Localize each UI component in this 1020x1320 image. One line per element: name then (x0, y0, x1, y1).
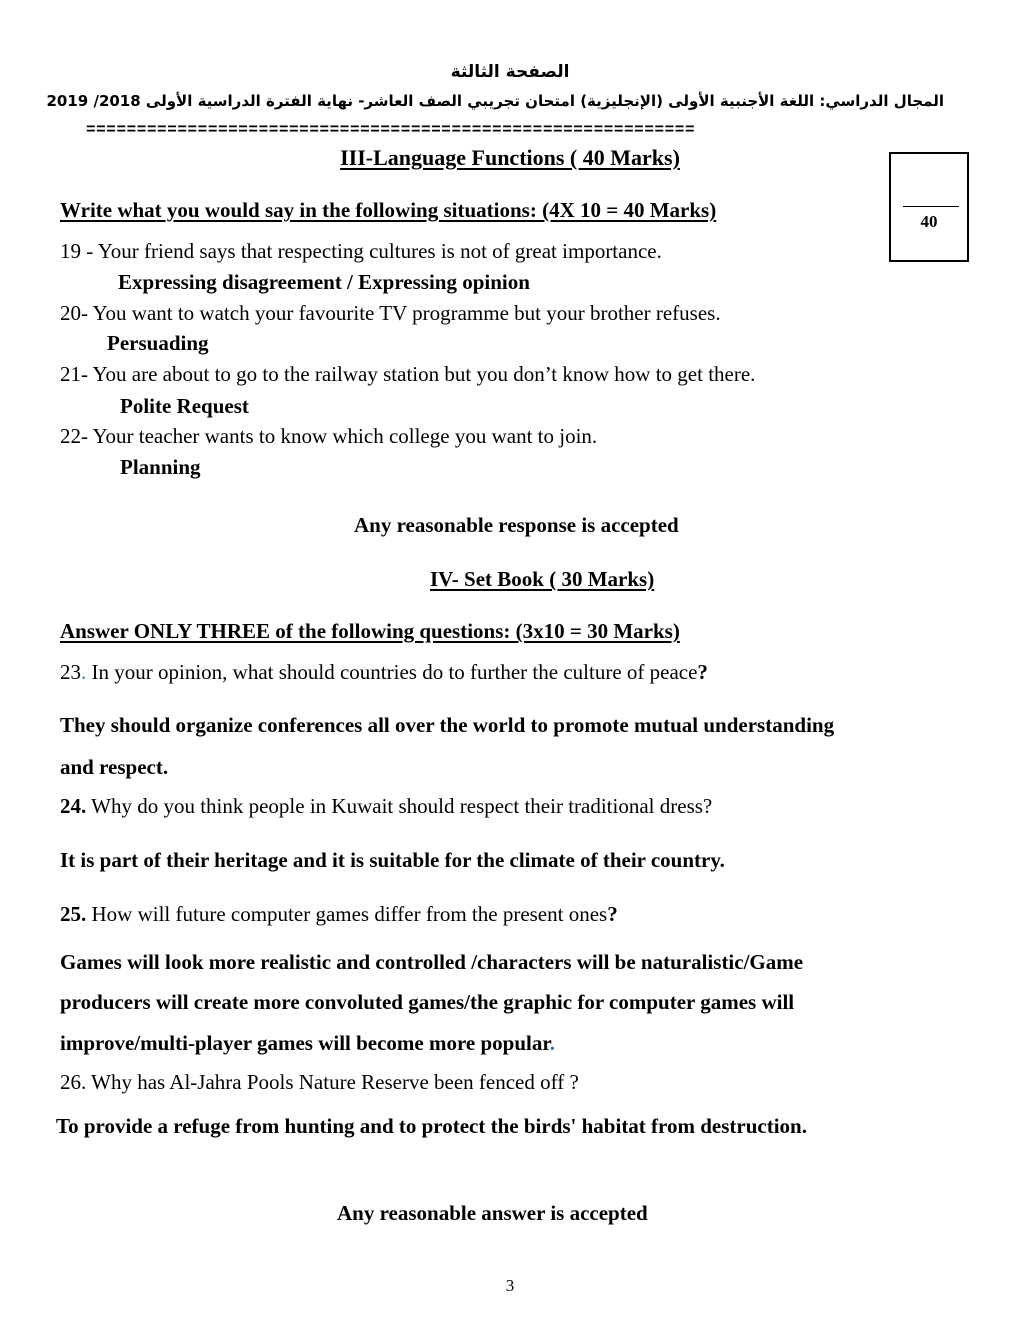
answer-23-line2: and respect. (60, 755, 169, 779)
page-number: 3 (505, 1276, 515, 1295)
answer-25-line2: producers will create more convoluted games/the graphic for computer games will (60, 990, 795, 1014)
question-23-end: ? (697, 660, 708, 684)
section4-instruction: Answer ONLY THREE of the following questions: (3x10 = 30 Marks) (60, 619, 680, 643)
question-19: 19 - Your friend says that respecting cultures is not of great importance. (60, 239, 662, 263)
question-25-text: How will future computer games differ from the present ones (86, 902, 608, 926)
section3-instruction: Write what you would say in the following situations: (4X 10 = 40 Marks) (60, 198, 717, 222)
section4-title: IV- Set Book ( 30 Marks) (430, 567, 655, 591)
score-value: 40 (920, 212, 938, 231)
answer-25-line1: Games will look more realistic and controlled /characters will be naturalistic/Game (60, 950, 804, 974)
function-20: Persuading (107, 331, 209, 355)
question-24 (60, 794, 712, 819)
function-21: Polite Request (120, 394, 249, 418)
question-24-text: Why do you think people in Kuwait should respect their traditional dress? (86, 794, 713, 818)
answer-24: It is part of their heritage and it is suitable for the climate of their country. (60, 848, 725, 872)
question-21: 21- You are about to go to the railway station but you don’t know how to get there. (60, 362, 756, 386)
question-23-text: In your opinion, what should countries do to further the culture of peace (86, 660, 698, 684)
question-23-dot: . (81, 660, 87, 684)
question-24-number: 24. (60, 794, 87, 818)
header-separator: ============================================================ (86, 121, 696, 139)
question-25 (60, 902, 618, 927)
section3-title: III-Language Functions ( 40 Marks) (340, 145, 680, 170)
question-25-number: 25. (60, 902, 87, 926)
question-23-number: 23 (60, 660, 81, 684)
answer-25-end: . (549, 1031, 556, 1055)
score-line (903, 206, 959, 207)
function-19: Expressing disagreement / Expressing opinion (118, 270, 530, 294)
section3-note: Any reasonable response is accepted (354, 513, 679, 537)
section4-note: Any reasonable answer is accepted (337, 1201, 648, 1225)
answer-25-line3-text: improve/multi-player games will become more popular (60, 1031, 550, 1055)
question-26: 26. Why has Al-Jahra Pools Nature Reserve been fenced off ? (60, 1070, 579, 1094)
page-title-arabic: الصفحة الثالثة (450, 62, 570, 82)
function-22: Planning (120, 455, 201, 479)
question-22: 22- Your teacher wants to know which college you want to join. (60, 424, 598, 448)
answer-26: To provide a refuge from hunting and to protect the birds' habitat from destruction. (56, 1114, 807, 1138)
question-25-end: ? (607, 902, 618, 926)
exam-subtitle-arabic: المجال الدراسي: اللغة الأجنبية الأولى (الإنجليزية) امتحان تجريبي الصف العاشر- نهاية الفترة الدراسية الأولى 2018/ 2019 (46, 92, 944, 110)
answer-25-line3 (60, 1031, 555, 1056)
question-23 (60, 660, 708, 685)
question-20: 20- You want to watch your favourite TV programme but your brother refuses. (60, 301, 721, 325)
answer-23-line1: They should organize conferences all over the world to promote mutual understanding (60, 713, 835, 737)
